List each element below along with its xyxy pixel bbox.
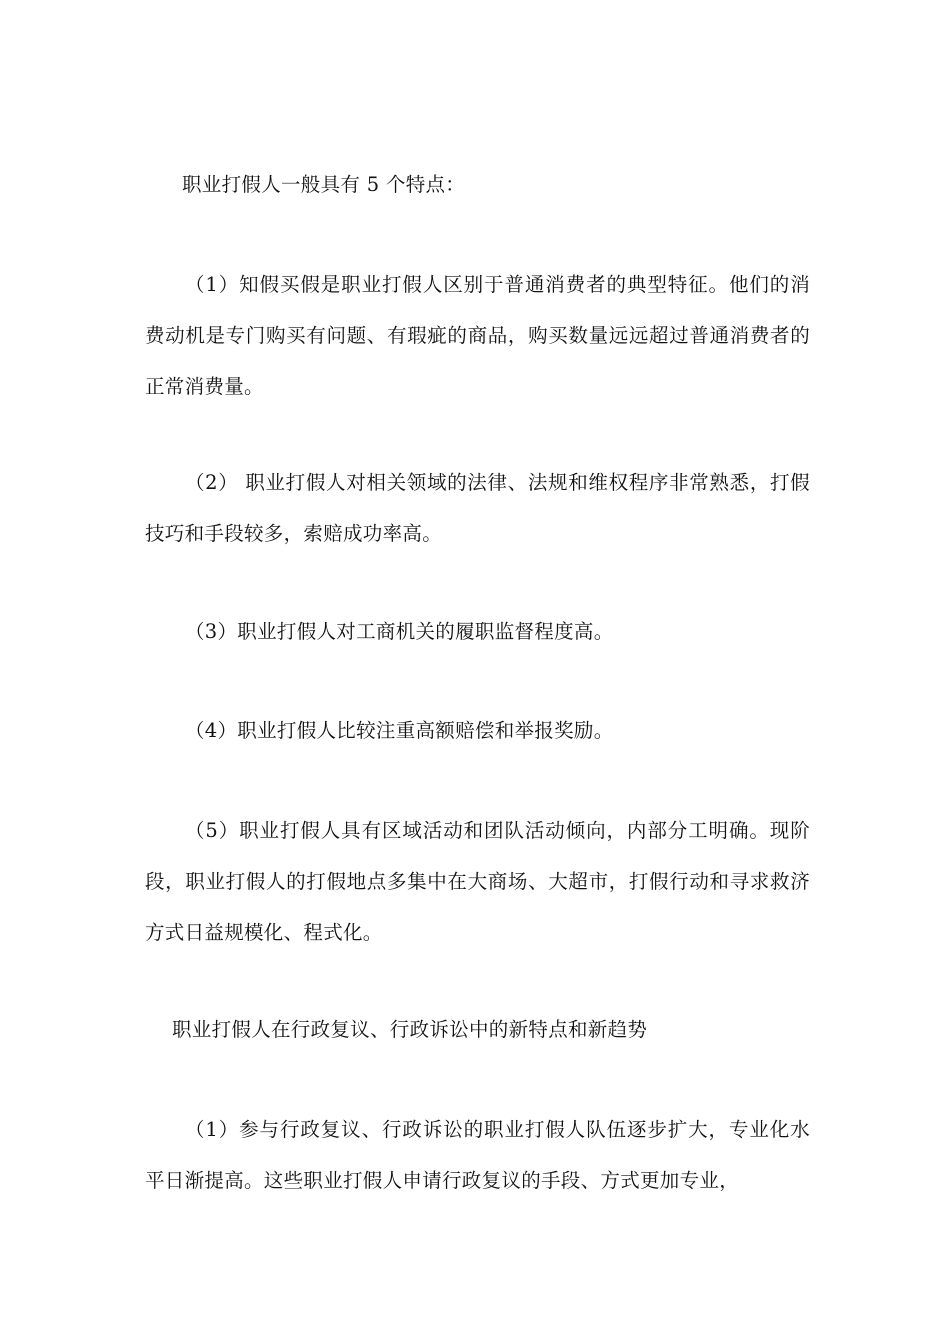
trend-item-1: （1）参与行政复议、行政诉讼的职业打假人队伍逐步扩大，专业化水平日渐提高。这些职业打假人申请行政复议的手段、方式更加专业， [145,1118,810,1192]
feature-item-2: （2） 职业打假人对相关领域的法律、法规和维权程序非常熟悉，打假技巧和手段较多，索赔成功率高。 [145,471,810,545]
feature-item-4: （4）职业打假人比较注重高额赔偿和举报奖励。 [185,719,614,742]
section-heading: 职业打假人在行政复议、行政诉讼中的新特点和新趋势 [172,1018,648,1041]
feature-item-3: （3）职业打假人对工商机关的履职监督程度高。 [185,620,614,643]
intro-paragraph: 职业打假人一般具有 5 个特点： [182,173,466,196]
feature-item-5: （5）职业打假人具有区域活动和团队活动倾向，内部分工明确。现阶段，职业打假人的打假地点多集中在大商场、大超市，打假行动和寻求救济方式日益规模化、程式化。 [145,819,810,944]
feature-item-1: （1）知假买假是职业打假人区别于普通消费者的典型特征。他们的消费动机是专门购买有问题、有瑕疵的商品，购买数量远远超过普通消费者的正常消费量。 [145,273,810,398]
